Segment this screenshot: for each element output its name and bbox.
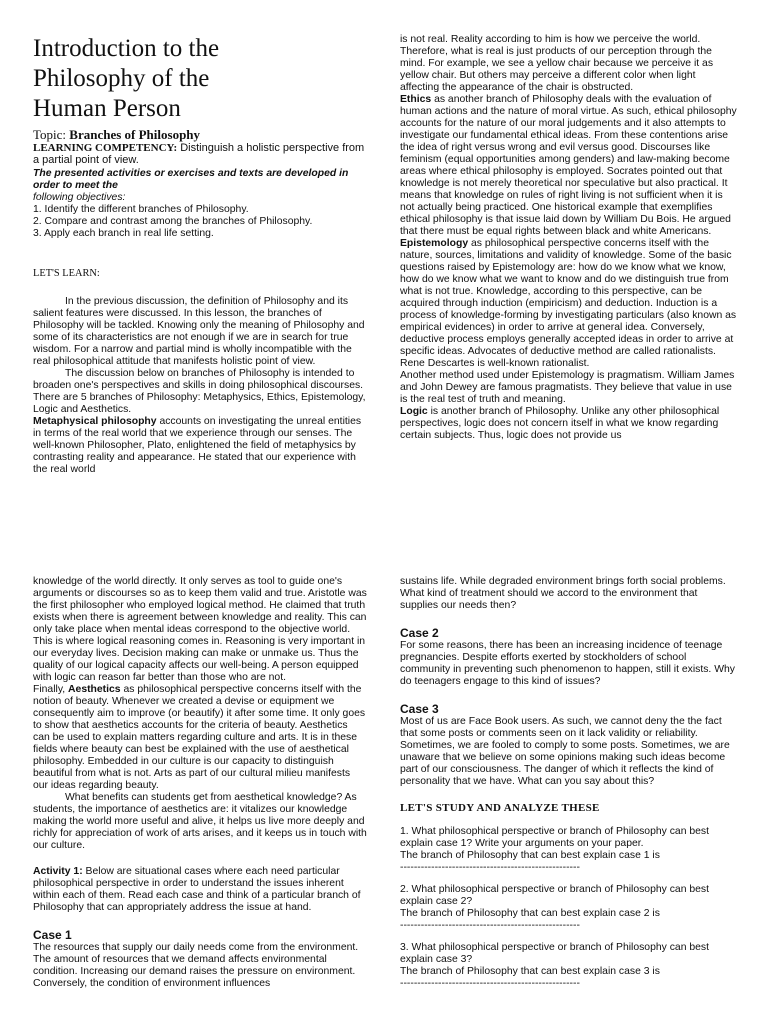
competency-text: Distinguish a holistic perspective from a partial point of view. bbox=[33, 142, 365, 166]
lets-learn-heading: LET'S LEARN: bbox=[33, 268, 100, 279]
page1-left-column bbox=[33, 34, 367, 476]
pragmatism-paragraph: Another method used under Epistemology is pragmatism. William James and John Dewey are famous pragmatists. They believe that value in use is the real test of truth and meaning. bbox=[400, 370, 735, 405]
following-objectives: following objectives: bbox=[33, 192, 126, 203]
case2-text: For some reasons, there has been an increasing incidence of teenage pregnancies. Despite efforts exerted by stockholders of school community in preventing such phenomenon to happen, still it exists. Why do teenagers engage to this kind of issues? bbox=[400, 640, 735, 687]
question-item: 3. What philosophical perspective or branch of Philosophy can best explain case 3? bbox=[400, 942, 710, 965]
title-line: Introduction to the bbox=[33, 35, 220, 62]
case1-continued: sustains life. While degraded environment brings forth social problems. What kind of treatment should we accord to the environment that supplies our needs then? bbox=[400, 576, 726, 611]
title-line: Human Person bbox=[33, 95, 181, 122]
epistemology-paragraph: Epistemology as philosophical perspective concerns itself with the nature, sources, limitations and validity of knowledge. Some of the basic questions raised by Epistemology are: how do we know what we know, how do we know what we want to know and do we distinguish true from what is not true. Knowledge, according to this perspective, can be acquired through induction (empiricism) and deduction. Induction is a process of knowledge-forming by investigating particulars (also known as empirical evidences) in order to arrive at general idea. Conversely, deductive process employs generally accepted ideas in order to arrive at specific ideas. Advocates of deductive method are called rationalists. Rene Descartes is well-known rationalist. bbox=[400, 238, 737, 369]
title-line: Philosophy of the bbox=[33, 65, 210, 92]
question-item: 1. What philosophical perspective or branch of Philosophy can best explain case 1? Write your arguments on your paper. bbox=[400, 826, 710, 849]
answer-prompt: The branch of Philosophy that can best explain case 1 is bbox=[400, 850, 660, 861]
case3-title: Case 3 bbox=[400, 702, 439, 716]
case2-title: Case 2 bbox=[400, 626, 439, 640]
topic-label: Topic: bbox=[33, 127, 70, 142]
answer-prompt: The branch of Philosophy that can best explain case 3 is bbox=[400, 966, 660, 977]
answer-line: ---------------------------------------------------- bbox=[400, 978, 580, 989]
learning-competency bbox=[33, 142, 367, 166]
answer-line: ---------------------------------------------------- bbox=[400, 862, 580, 873]
intro-paragraph: In the previous discussion, the definition of Philosophy and its salient features were discussed. In this lesson, the branches of Philosophy will be tackled. Knowing only the meaning of Philosophy and some of its characteristics are not enough if we are in search for true wisdom. For a narrow and partial mind is wholly incompatible with the real philosophical attitude that manifests holistic point of view. bbox=[33, 296, 365, 367]
topic-line bbox=[33, 127, 367, 142]
branches-list: There are 5 branches of Philosophy: Metaphysics, Ethics, Epistemology, Logic and Aesthetics. bbox=[33, 392, 366, 415]
case1-title: Case 1 bbox=[33, 928, 72, 942]
objective-item: 1. Identify the different branches of Philosophy. bbox=[33, 204, 249, 215]
metaphysics-paragraph: Metaphysical philosophy accounts on investigating the unreal entities in terms of the real world that we experience through our senses. The well-known Philosopher, Plato, enlightened the field of metaphysics by contrasting reality and appearance. He stated that our experience with the real world bbox=[33, 416, 362, 475]
answer-prompt: The branch of Philosophy that can best explain case 2 is bbox=[400, 908, 660, 919]
page-title bbox=[33, 34, 367, 124]
page2-left-column bbox=[33, 576, 367, 990]
aesthetics-paragraph: Finally, Aesthetics as philosophical perspective concerns itself with the notion of beauty. Whenever we created a devise or equipment we consequently aim to improve (or beautify) it after some time. It only goes to show that aesthetics accounts for the criteria of beauty. Aesthetics can be used to explain matters regarding culture and arts. It is in these fields where beauty can best be explained with the use of aesthetical philosophy. Embedded in our culture is our capacity to distinguish beautiful from what is not. Arts as part of our cultural milieu manifests our ideas regarding beauty. bbox=[33, 684, 366, 791]
objective-item: 3. Apply each branch in real life setting. bbox=[33, 228, 214, 239]
logic-continued: knowledge of the world directly. It only serves as tool to guide one's arguments or discourses so as to keep them valid and true. Aristotle was the first philosopher who employed logical method. He claimed that truth exists when there is agreement between knowledge and reality. This can only take place when mental ideas correspond to the objective world. This is where logical reasoning comes in. Reasoning is very important in our everyday lives. Decision making can make or unmake us. Thus the quality of our logical capacity affects our well-being. A person equipped with logic can reason far better than those who are not. bbox=[33, 576, 367, 683]
logic-paragraph: Logic is another branch of Philosophy. Unlike any other philosophical perspectives, logic does not concern itself in what we know regarding certain subjects. Thus, logic does not provide us bbox=[400, 406, 720, 441]
question-item: 2. What philosophical perspective or branch of Philosophy can best explain case 2? bbox=[400, 884, 710, 907]
aesthetics-benefits: What benefits can students get from aesthetical knowledge? As students, the importance of aesthetics are: it vitalizes our knowledge making the world more useful and alive, it helps us live more deeply and richly for appreciation of work of arts arises, and it keeps us in touch with our culture. bbox=[33, 792, 367, 851]
page2-right-column bbox=[400, 576, 737, 990]
ethics-paragraph: Ethics as another branch of Philosophy deals with the evaluation of human actions and the nature of moral virtue. As such, ethical philosophy accounts for the nature of our moral judgements and it also attempts to investigate our fundamental ethical ideas. From these contentions arise the idea of right versus wrong and evil versus good. Discourses like feminism (equal opportunities among genders) and law-making become areas where ethical philosophy is employed. Socrates pointed out that knowledge is not merely theoretical nor speculative but also practical. It means that knowledge on rules of right living is not sufficient when it is not actually being practiced. One historical example that exemplifies ethical philosophy is that issue laid down by William Du Bois. He argued that there must be equal rights between black and white Americans. bbox=[400, 94, 737, 237]
case3-text: Most of us are Face Book users. As such, we cannot deny the the fact that some posts or comments seen on it lack validity or reliability. Sometimes, we are fooled to comply to some posts. Sometimes, we are unaware that we believe on some opinions making such ideas become part of our consciousness. The danger of which it reflects the kind of personality that we have. What can you say about this? bbox=[400, 716, 730, 787]
page1-right-column bbox=[400, 34, 737, 442]
activities-intro: The presented activities or exercises and texts are developed in order to meet the bbox=[33, 168, 349, 191]
answer-line: ---------------------------------------------------- bbox=[400, 920, 580, 931]
metaphysics-continued: is not real. Reality according to him is how we perceive the world. Therefore, what is real is just products of our perception through the mind. For example, we see a yellow chair because we perceive it as yellow chair. But others may perceive a different color when light affecting the appearance of the chair is obstructed. bbox=[400, 34, 714, 93]
intro-paragraph: The discussion below on branches of Philosophy is intended to broaden one's perspectives and skills in doing philosophical discourses. bbox=[33, 368, 364, 391]
objective-item: 2. Compare and contrast among the branches of Philosophy. bbox=[33, 216, 313, 227]
competency-label: LEARNING COMPETENCY: bbox=[33, 142, 178, 154]
case1-text: The resources that supply our daily needs come from the environment. The amount of resources that we demand affects environmental condition. Increasing our demand raises the pressure on environment. Conversely, the condition of environment influences bbox=[33, 942, 359, 989]
activity-paragraph: Activity 1: Below are situational cases where each need particular philosophical perspective in order to understand the issues inherent within each of them. Read each case and think of a particular branch of Philosophy that can appropriately address the issue at hand. bbox=[33, 866, 361, 913]
topic-value: Branches of Philosophy bbox=[69, 127, 201, 142]
study-heading: LET'S STUDY AND ANALYZE THESE bbox=[400, 802, 600, 814]
